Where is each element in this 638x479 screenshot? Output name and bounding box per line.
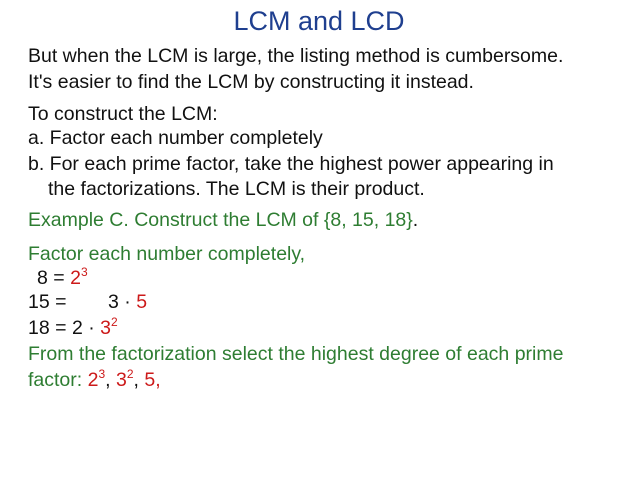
factorization-15 xyxy=(28,290,67,314)
number-15: 15 xyxy=(28,291,50,313)
dot-operator: · xyxy=(118,291,137,313)
intro-line-1: But when the LCM is large, the listing method is cumbersome. xyxy=(28,45,564,67)
number-8: 8 xyxy=(37,267,48,289)
factorization-15-rhs xyxy=(108,290,147,314)
equals-sign: = xyxy=(49,317,72,339)
prime-factor: 2 xyxy=(71,317,83,339)
separator: , xyxy=(155,369,161,391)
separator: , xyxy=(133,369,145,391)
highest-power-2: $2^3$ xyxy=(87,367,106,391)
equals-sign: = xyxy=(47,267,71,289)
prime-power: $3^2$ xyxy=(100,315,118,339)
steps-heading: To construct the LCM: xyxy=(28,103,218,125)
prime-factor-highlight: 5 xyxy=(136,291,148,313)
example-text: Construct the LCM of {8, 15, 18} xyxy=(134,209,413,231)
highest-power-5: 5 xyxy=(144,369,156,391)
step-b-line-2: the factorizations. The LCM is their product. xyxy=(48,178,425,200)
factor-intro: Factor each number completely, xyxy=(28,243,306,265)
separator: , xyxy=(105,369,116,391)
select-line-2 xyxy=(28,368,161,392)
highest-power-3: $3^2$ xyxy=(116,367,134,391)
example-prefix: Example C. xyxy=(28,209,135,231)
select-line-1: From the factorization select the highest degree of each prime xyxy=(28,343,564,365)
number-18: 18 xyxy=(28,317,50,339)
select-prefix: factor: xyxy=(28,369,88,391)
equals-sign: = xyxy=(49,291,67,313)
intro-line-2: It's easier to find the LCM by constructing it instead. xyxy=(28,71,474,93)
example-line xyxy=(28,208,418,232)
slide-title: LCM and LCD xyxy=(233,6,405,36)
factorization-18 xyxy=(28,316,118,340)
step-b-line-1: b. For each prime factor, take the highest power appearing in xyxy=(28,153,554,175)
prime-factor: 3 xyxy=(108,291,119,313)
dot-operator: · xyxy=(82,317,101,339)
example-period: . xyxy=(412,209,419,231)
step-a: a. Factor each number completely xyxy=(28,127,323,149)
factorization-8 xyxy=(37,266,88,290)
prime-power: $2^3$ xyxy=(70,265,88,289)
